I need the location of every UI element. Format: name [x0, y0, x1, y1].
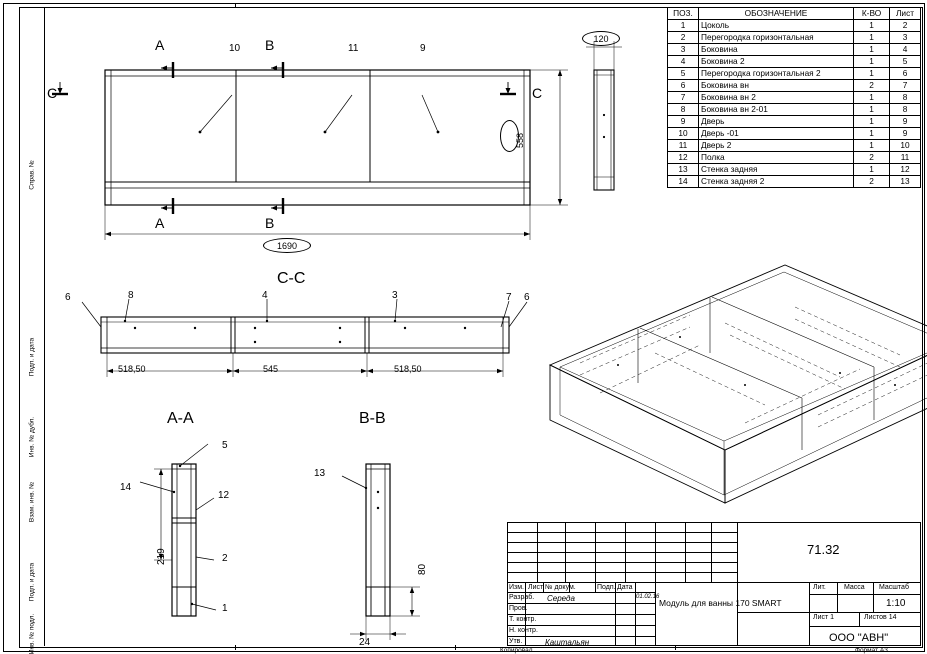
- col-docnum: № докум.: [545, 584, 576, 591]
- spec-pos: 1: [668, 20, 699, 32]
- bb-dim-24: 24: [359, 637, 371, 648]
- dim-width-front: 1690: [263, 238, 311, 253]
- cc-callout-6-left: 6: [65, 292, 71, 303]
- table-row: [668, 68, 921, 80]
- specification-table: [667, 7, 921, 188]
- margin-cell-0: [19, 7, 45, 107]
- aa-callout-14: 14: [120, 482, 132, 493]
- margin-label-podp1: Подп. и дата: [28, 337, 35, 377]
- scale-label: Масштаб: [879, 584, 909, 591]
- spec-name: Дверь: [699, 116, 854, 128]
- spec-pos: 5: [668, 68, 699, 80]
- spec-qty: 1: [854, 56, 890, 68]
- spec-sheet: 2: [890, 20, 921, 32]
- col-data: Дата: [617, 584, 633, 591]
- spec-pos: 6: [668, 80, 699, 92]
- cc-dim-1: 518,50: [118, 364, 146, 374]
- spec-name: Боковина вн 2: [699, 92, 854, 104]
- spec-name: Перегородка горизонтальная 2: [699, 68, 854, 80]
- dim-width-side: 120: [582, 31, 620, 46]
- spec-header-qty: К-ВО: [854, 8, 890, 20]
- cc-callout-8: 8: [128, 290, 134, 301]
- spec-header-row: [668, 8, 921, 20]
- spec-qty: 1: [854, 32, 890, 44]
- spec-pos: 13: [668, 164, 699, 176]
- margin-cell-3: [19, 302, 45, 412]
- table-row: [668, 152, 921, 164]
- lit-label: Лит.: [813, 584, 826, 591]
- doc-number: 71.32: [807, 542, 840, 557]
- spec-name: Боковина вн: [699, 80, 854, 92]
- role-utv: Утв.: [509, 638, 523, 645]
- spec-name: Стенка задняя: [699, 164, 854, 176]
- table-row: [668, 128, 921, 140]
- zone-tick-top: [235, 3, 236, 8]
- margin-label-invdubl: Инв. № дубл.: [28, 416, 35, 458]
- spec-header-pos: ПОЗ.: [668, 8, 699, 20]
- table-row: [668, 92, 921, 104]
- product-name: Модуль для ванны 170 SMART: [659, 598, 782, 608]
- section-mark-a-top: A: [155, 37, 165, 53]
- spec-sheet: 5: [890, 56, 921, 68]
- dim-height-front: 558: [500, 120, 519, 152]
- bb-callout-13: 13: [314, 468, 326, 479]
- section-mark-b-top: B: [265, 37, 275, 53]
- role-utv-name: Каштальян: [545, 638, 590, 647]
- front-callout-9: 9: [420, 43, 426, 54]
- spec-qty: 1: [854, 44, 890, 56]
- cc-callout-4: 4: [262, 290, 268, 301]
- section-mark-b-bottom: B: [265, 215, 275, 231]
- spec-sheet: 9: [890, 116, 921, 128]
- margin-cell-2: [19, 242, 45, 302]
- table-row: [668, 20, 921, 32]
- table-row: [668, 104, 921, 116]
- spec-qty: 1: [854, 104, 890, 116]
- spec-header-name: ОБОЗНАЧЕНИЕ: [699, 8, 854, 20]
- section-cc-title: C-C: [277, 270, 306, 287]
- spec-qty: 2: [854, 80, 890, 92]
- col-podp: Подп.: [597, 584, 616, 591]
- spec-qty: 2: [854, 152, 890, 164]
- aa-dim-219: 219: [156, 548, 167, 565]
- spec-sheet: 6: [890, 68, 921, 80]
- spec-pos: 10: [668, 128, 699, 140]
- cc-callout-3: 3: [392, 290, 398, 301]
- sheets-total: Листов 14: [864, 614, 897, 621]
- copy-label: Копировал: [500, 647, 533, 654]
- spec-sheet: 8: [890, 104, 921, 116]
- section-mark-c-left: C: [47, 85, 58, 101]
- spec-header-sheet: Лист: [890, 8, 921, 20]
- section-mark-c-right: C: [532, 85, 543, 101]
- table-row: [668, 140, 921, 152]
- role-tkontr: Т. контр.: [509, 616, 537, 623]
- spec-sheet: 11: [890, 152, 921, 164]
- title-block: [507, 522, 921, 646]
- table-row: [668, 164, 921, 176]
- margin-cell-1: [19, 107, 45, 242]
- spec-sheet: 8: [890, 92, 921, 104]
- spec-name: Дверь -01: [699, 128, 854, 140]
- spec-name: Цоколь: [699, 20, 854, 32]
- spec-body: [668, 20, 921, 188]
- spec-name: Дверь 2: [699, 140, 854, 152]
- spec-qty: 1: [854, 92, 890, 104]
- spec-name: Перегородка горизонтальная: [699, 32, 854, 44]
- margin-label-podp2: Подп. и дата: [28, 562, 35, 602]
- spec-name: Боковина вн 2-01: [699, 104, 854, 116]
- spec-pos: 12: [668, 152, 699, 164]
- front-callout-11: 11: [348, 43, 359, 54]
- zone-tick-bottom-2: [455, 645, 456, 650]
- section-bb-title: B-B: [359, 410, 386, 427]
- spec-name: Боковина 2: [699, 56, 854, 68]
- spec-pos: 9: [668, 116, 699, 128]
- margin-label-sprav: Справ. №: [28, 159, 35, 190]
- mass-label: Масса: [844, 584, 865, 591]
- table-row: [668, 176, 921, 188]
- spec-pos: 4: [668, 56, 699, 68]
- role-prov: Пров.: [509, 605, 528, 612]
- spec-sheet: 3: [890, 32, 921, 44]
- aa-callout-1: 1: [222, 603, 228, 614]
- margin-label-invpodl: Инв. № подл.: [28, 613, 35, 654]
- spec-qty: 1: [854, 128, 890, 140]
- spec-name: Стенка задняя 2: [699, 176, 854, 188]
- role-razrab-date: 01.02.16: [636, 594, 660, 600]
- col-list: Лист: [528, 584, 544, 591]
- col-izm: Изм.: [509, 584, 524, 591]
- aa-callout-5: 5: [222, 440, 228, 451]
- aa-callout-2: 2: [222, 553, 228, 564]
- spec-qty: 1: [854, 68, 890, 80]
- spec-qty: 1: [854, 164, 890, 176]
- spec-name: Боковина: [699, 44, 854, 56]
- margin-cell-4: [19, 412, 45, 462]
- spec-sheet: 9: [890, 128, 921, 140]
- role-razrab-name: Середа: [547, 594, 575, 603]
- spec-pos: 11: [668, 140, 699, 152]
- aa-callout-12: 12: [218, 490, 230, 501]
- cc-callout-6-right: 6: [524, 292, 530, 303]
- cc-dim-3: 518,50: [394, 364, 422, 374]
- bb-dim-80: 80: [417, 563, 428, 575]
- spec-pos: 3: [668, 44, 699, 56]
- margin-cell-6: [19, 542, 45, 622]
- table-row: [668, 56, 921, 68]
- margin-cell-5: [19, 462, 45, 542]
- spec-pos: 7: [668, 92, 699, 104]
- spec-sheet: 12: [890, 164, 921, 176]
- table-row: [668, 44, 921, 56]
- cc-callout-7: 7: [506, 292, 512, 303]
- format-label: Формат A3: [855, 647, 888, 654]
- scale-value: 1:10: [886, 598, 906, 609]
- zone-tick-bottom: [235, 645, 236, 650]
- spec-sheet: 10: [890, 140, 921, 152]
- spec-qty: 1: [854, 20, 890, 32]
- sheet-number: Лист 1: [813, 614, 835, 621]
- table-row: [668, 116, 921, 128]
- spec-sheet: 13: [890, 176, 921, 188]
- spec-pos: 8: [668, 104, 699, 116]
- front-callout-10: 10: [229, 43, 241, 54]
- section-aa-title: A-A: [167, 410, 194, 427]
- spec-name: Полка: [699, 152, 854, 164]
- spec-qty: 1: [854, 140, 890, 152]
- role-nkontr: Н. контр.: [509, 627, 538, 634]
- margin-cell-7: [19, 613, 45, 654]
- spec-qty: 1: [854, 116, 890, 128]
- spec-pos: 14: [668, 176, 699, 188]
- company-name: ООО "АВН": [829, 632, 889, 644]
- spec-sheet: 4: [890, 44, 921, 56]
- role-razrab: Разраб.: [509, 594, 535, 601]
- cc-dim-2: 545: [263, 364, 279, 374]
- section-mark-a-bottom: A: [155, 215, 165, 231]
- spec-pos: 2: [668, 32, 699, 44]
- spec-qty: 2: [854, 176, 890, 188]
- margin-label-vzam: Взам. инв. №: [28, 481, 35, 523]
- spec-sheet: 7: [890, 80, 921, 92]
- table-row: [668, 32, 921, 44]
- table-row: [668, 80, 921, 92]
